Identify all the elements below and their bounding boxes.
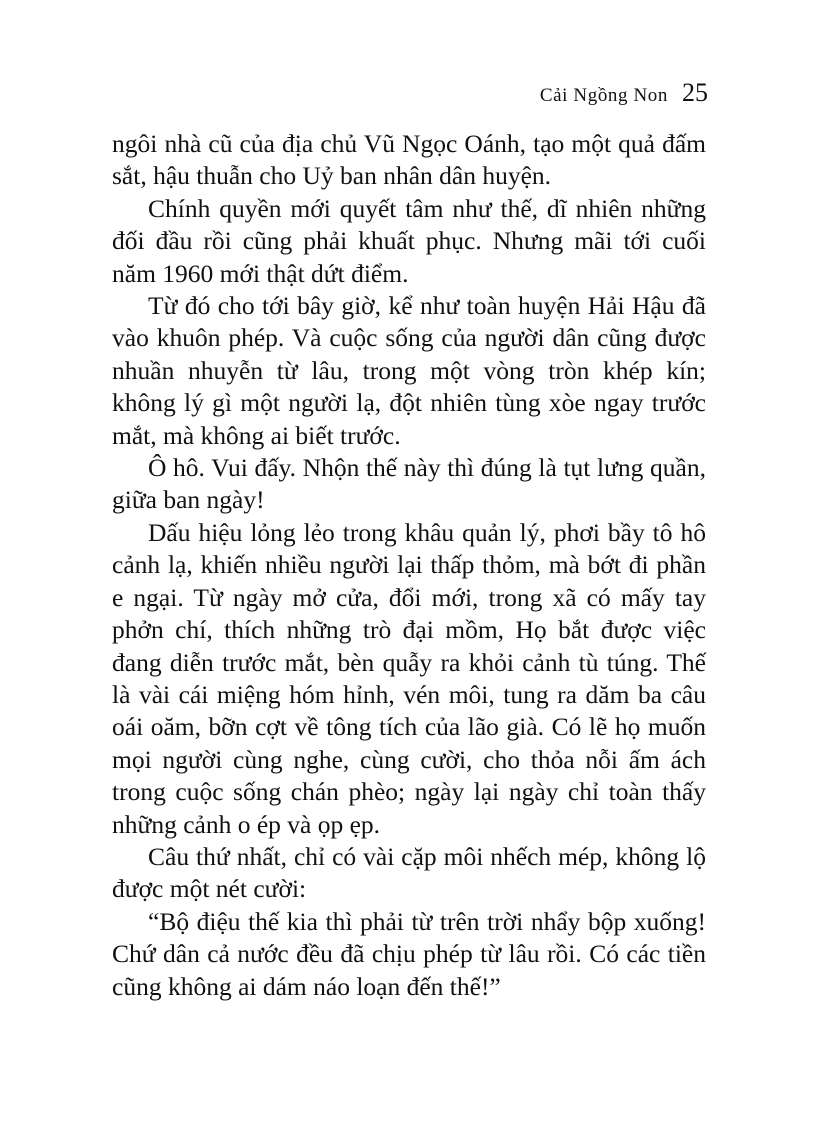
paragraph-4: Ô hô. Vui đấy. Nhộn thế này thì đúng là tụt lưng quần, giữa ban ngày! [112, 453, 706, 515]
paragraph-1: ngôi nhà cũ của địa chủ Vũ Ngọc Oánh, tạo một quả đấm sắt, hậu thuẫn cho Uỷ ban nhân dân huyện. [112, 129, 706, 191]
paragraph-6: Câu thứ nhất, chỉ có vài cặp môi nhếch mép, không lộ được một nét cười: [112, 841, 706, 904]
running-header [540, 78, 708, 108]
body-text [112, 128, 706, 1003]
page-number: 25 [682, 78, 708, 107]
paragraph-7-quote: “Bộ điệu thế kia thì phải từ trên trời nhẩy bộp xuống! Chứ dân cả nước đều đã chịu phép từ lâu rồi. Có các tiền cũng không ai dám náo loạn đến thế!” [112, 906, 706, 1001]
paragraph-3: Từ đó cho tới bây giờ, kể như toàn huyện Hải Hậu đã vào khuôn phép. Và cuộc sống của người dân cũng được nhuần nhuyễn từ lâu, trong một vòng tròn khép kín; không lý gì một người lạ, đột nhiên tùng xòe ngay trước mắt, mà không ai biết trước. [112, 291, 706, 450]
paragraph-2: Chính quyền mới quyết tâm như thế, dĩ nhiên những đối đầu rồi cũng phải khuất phục. Nhưng mãi tới cuối năm 1960 mới thật dứt điểm. [112, 193, 706, 288]
paragraph-5: Dấu hiệu lỏng lẻo trong khâu quản lý, phơi bầy tô hô cảnh lạ, khiến nhiều người lại thấp thỏm, mà bớt đi phần e ngại. Từ ngày mở cửa, đổi mới, trong xã có mấy tay phởn chí, thích những trò đại mồm, Họ bắt được việc đang diễn trước mắt, bèn quẫy ra khỏi cảnh tù túng. Thế là vài cái miệng hóm hỉnh, vén môi, tung ra dăm ba câu oái oăm, bỡn cợt về tông tích của lão già. Có lẽ họ muốn mọi người cùng nghe, cùng cười, cho thỏa nỗi ấm ách trong cuộc sống chán phèo; ngày lại ngày chỉ toàn thấy những cảnh o ép và ọp ẹp. [112, 517, 706, 839]
running-title: Cải Ngồng Non [539, 85, 668, 106]
